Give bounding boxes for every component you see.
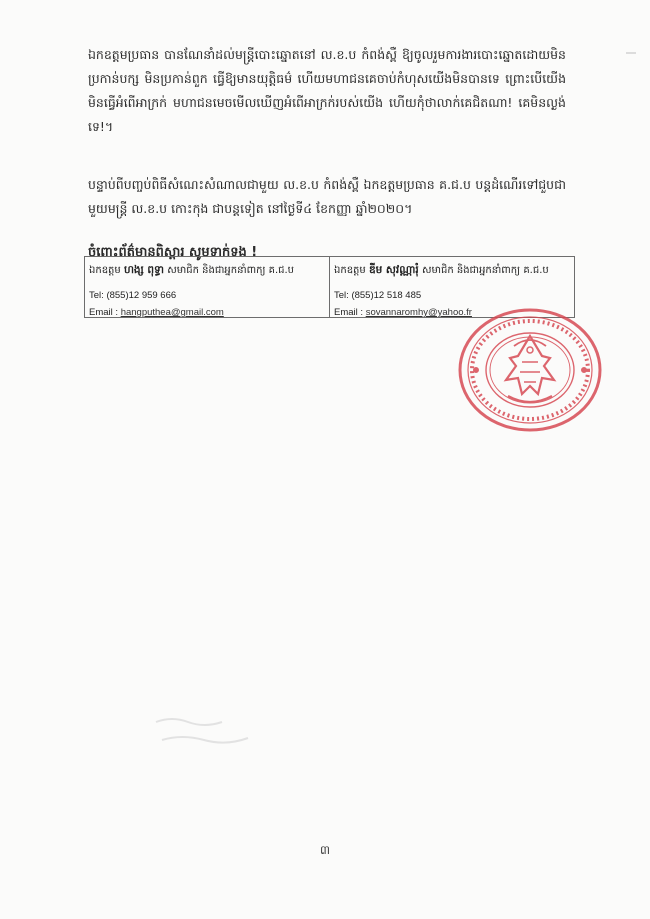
- paragraph-2: បន្ទាប់ពីបញ្ចប់ពិធីសំណេះសំណាលជាមួយ ល.ខ.ប កំពង់ស្ពឺ ឯកឧត្តមប្រធាន គ.ជ.ប បន្តដំណើរទៅជួបជាមួយមន្ត្រី ល.ខ.ប កោះកុង ជាបន្តទៀត នៅថ្ងៃទី៤ ខែកញ្ញា ឆ្នាំ២០២០។: [88, 176, 566, 216]
- faint-show-through-icon: [152, 712, 252, 756]
- contact-cell-1: [85, 257, 329, 317]
- contact-heading: [334, 263, 574, 278]
- contact-prefix: ឯកឧត្តម: [89, 265, 121, 276]
- contact-prompt: ចំពោះព័ត៌មានពិស្តារ សូមទាក់ទង !: [88, 245, 258, 260]
- tel-label: Tel:: [334, 290, 349, 301]
- contact-heading: [89, 263, 329, 278]
- email-label: Email :: [89, 307, 119, 318]
- contact-prefix: ឯកឧត្តម: [334, 265, 366, 276]
- contact-role: សមាជិក និងជាអ្នកនាំពាក្យ គ.ជ.ប: [167, 265, 295, 276]
- contact-tel: [334, 287, 574, 304]
- tel-label: Tel:: [89, 290, 104, 301]
- tel-number: (855)12 518 485: [351, 290, 422, 301]
- email-link[interactable]: hangputhea@gmail.com: [120, 307, 224, 318]
- contact-name: ឌីម សុវណ្ណារុំ: [368, 264, 419, 276]
- official-seal-icon: [456, 306, 604, 434]
- tel-number: (855)12 959 666: [106, 290, 177, 301]
- contact-name: ហង្ស ពុទ្ធា: [123, 264, 165, 276]
- paragraph-1: ឯកឧត្តមប្រធាន បានណែនាំដល់មន្ត្រីបោះឆ្នោតនៅ ល.ខ.ប កំពង់ស្ពឺ ឱ្យចូលរួមការងារបោះឆ្នោតដោយមិនប្រកាន់បក្ស មិនប្រកាន់ពួក ធ្វើឱ្យមានយុត្តិធម៌ ហើយមហាជនគេចាប់កំហុសយើងមិនបានទេ ព្រោះបើយើងមិនធ្វើអំពើអាក្រក់ មហាជនមេចមើលឃើញអំពើអាក្រក់របស់យើង ហើយកុំថាលាក់គេជិតណា! គេមិនល្ងង់ទេ!។: [88, 46, 566, 134]
- page-number: ៣: [319, 843, 331, 857]
- contact-tel: [89, 287, 329, 304]
- contact-role: សមាជិក និងជាអ្នកនាំពាក្យ គ.ជ.ប: [421, 265, 549, 276]
- contact-email: [89, 304, 329, 321]
- email-label: Email :: [334, 307, 364, 318]
- email-link[interactable]: sovannaromhy@yahoo.fr: [365, 307, 472, 318]
- margin-mark-icon: [625, 48, 637, 58]
